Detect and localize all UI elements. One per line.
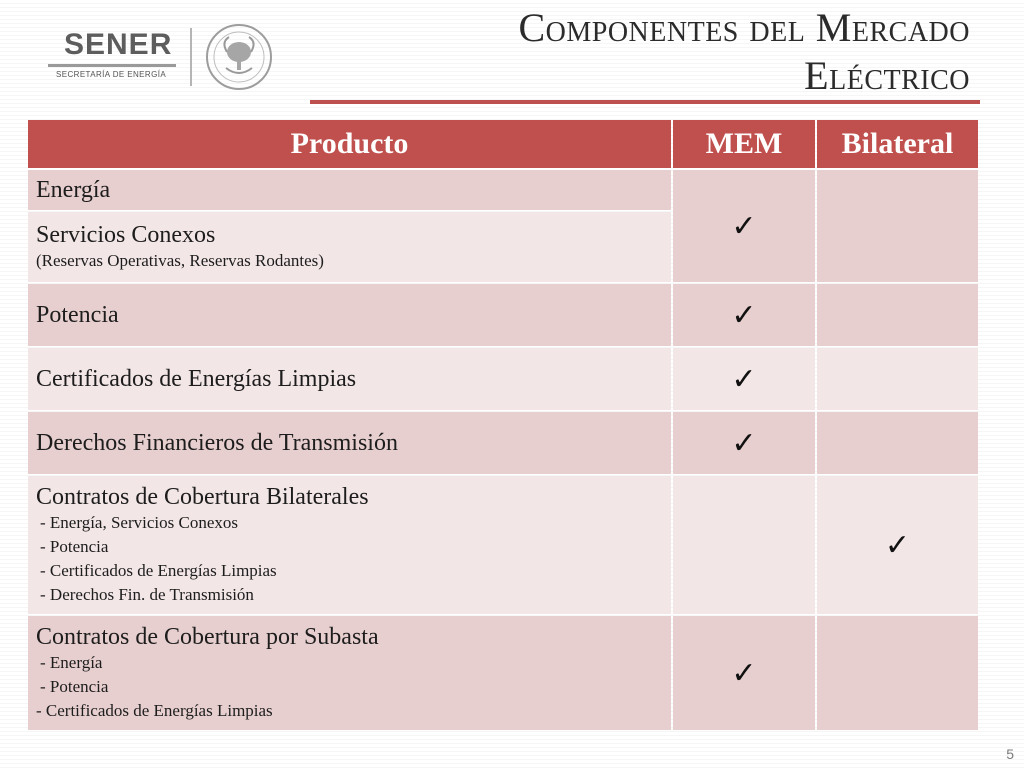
page-title [330, 4, 970, 100]
product-name: Contratos de Cobertura Bilaterales [36, 484, 369, 510]
table-row [28, 170, 978, 210]
product-cell [28, 476, 671, 614]
sener-logo: SENER [64, 28, 173, 61]
product-detail: - Potencia [40, 677, 109, 696]
product-name: Derechos Financieros de Transmisión [36, 430, 398, 456]
product-cell [28, 170, 671, 210]
table-row [28, 616, 978, 730]
bilateral-empty-cell [817, 284, 978, 346]
header-product: Producto [28, 120, 671, 168]
table-row [28, 348, 978, 410]
product-name: Certificados de Energías Limpias [36, 366, 357, 392]
table-row [28, 476, 978, 614]
table-row [28, 284, 978, 346]
mem-check-icon: ✓ [673, 412, 815, 474]
table-header-row [28, 120, 978, 168]
product-name: Contratos de Cobertura por Subasta [36, 624, 379, 650]
product-cell [28, 284, 671, 346]
bilateral-empty-cell [817, 412, 978, 474]
product-name: Potencia [36, 302, 119, 328]
bilateral-empty-cell [817, 616, 978, 730]
product-detail: (Reservas Operativas, Reservas Rodantes) [36, 251, 324, 270]
product-name: Energía [36, 177, 111, 203]
mem-check-icon: ✓ [673, 170, 815, 282]
mem-check-icon: ✓ [673, 616, 815, 730]
title-line-1: Componentes del Mercado [518, 5, 970, 50]
logo-rule [48, 64, 176, 67]
product-cell [28, 212, 671, 282]
bilateral-empty-cell [817, 170, 978, 282]
product-detail: - Certificados de Energías Limpias [36, 701, 273, 720]
mem-empty-cell [673, 476, 815, 614]
product-detail: - Energía [40, 653, 103, 672]
mem-check-icon: ✓ [673, 348, 815, 410]
product-detail: - Derechos Fin. de Transmisión [40, 585, 254, 604]
product-cell [28, 348, 671, 410]
sener-subtitle: SECRETARÍA DE ENERGÍA [56, 70, 167, 79]
product-name: Servicios Conexos [36, 222, 216, 248]
national-seal-icon [204, 22, 274, 92]
title-underline [310, 100, 980, 104]
logo-divider [190, 28, 192, 86]
bilateral-empty-cell [817, 348, 978, 410]
mem-check-icon: ✓ [673, 284, 815, 346]
page-number: 5 [1006, 746, 1014, 762]
header-mem: MEM [673, 120, 815, 168]
market-components-table [26, 118, 980, 732]
table-row [28, 412, 978, 474]
title-line-2: Eléctrico [804, 53, 970, 98]
product-cell [28, 616, 671, 730]
product-detail: - Energía, Servicios Conexos [40, 513, 238, 532]
product-detail: - Certificados de Energías Limpias [40, 561, 277, 580]
product-detail: - Potencia [40, 537, 109, 556]
header-bilateral: Bilateral [817, 120, 978, 168]
logo-area [44, 22, 284, 94]
product-cell [28, 412, 671, 474]
bilateral-check-icon: ✓ [817, 476, 978, 614]
